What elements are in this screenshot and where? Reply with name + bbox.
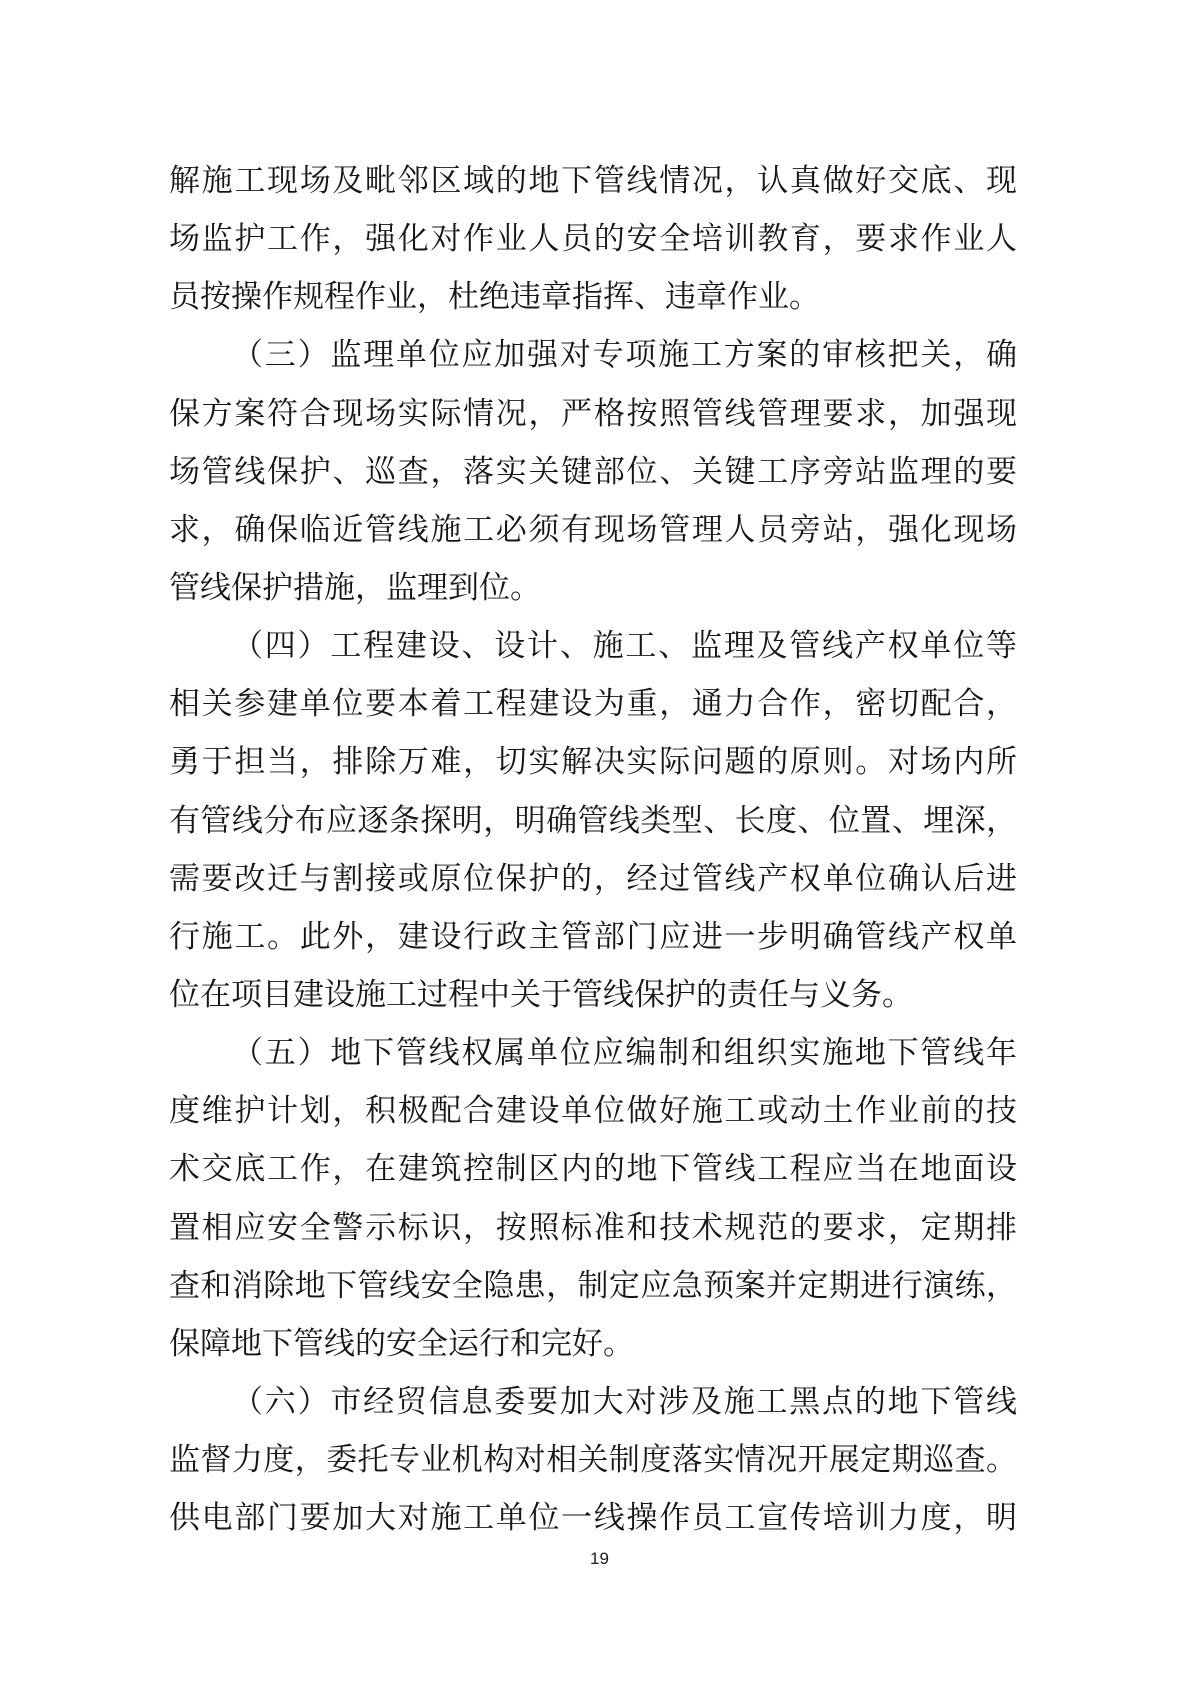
text-line: 有管线分布应逐条探明，明确管线类型、长度、位置、埋深， (169, 802, 1017, 838)
text-line: 置相应安全警示标识，按照标准和技术规范的要求，定期排 (169, 1209, 1017, 1245)
text-line: 查和消除地下管线安全隐患，制定应急预案并定期进行演练， (169, 1267, 1017, 1303)
text-line: 勇于担当，排除万难，切实解决实际问题的原则。对场内所 (169, 744, 1017, 780)
text-line: 供电部门要加大对施工单位一线操作员工宣传培训力度，明 (169, 1500, 1017, 1536)
text-line: 解施工现场及毗邻区域的地下管线情况，认真做好交底、现 (169, 163, 1017, 198)
text-line: 员按操作规程作业，杜绝违章指挥、违章作业。 (169, 279, 820, 315)
text-line: （四）工程建设、设计、施工、监理及管线产权单位等 (232, 628, 1017, 664)
text-line: 求，确保临近管线施工必须有现场管理人员旁站，强化现场 (169, 511, 1017, 547)
paragraph (169, 326, 1017, 617)
text-line: （五）地下管线权属单位应编制和组织实施地下管线年 (232, 1035, 1017, 1071)
paragraph (169, 617, 1017, 1024)
text-line: 术交底工作，在建筑控制区内的地下管线工程应当在地面设 (169, 1151, 1017, 1187)
text-line: 场监护工作，强化对作业人员的安全培训教育，要求作业人 (169, 221, 1017, 257)
text-line: （三）监理单位应加强对专项施工方案的审核把关，确 (232, 337, 1017, 373)
document-body (169, 152, 1017, 1547)
text-line: 保方案符合现场实际情况，严格按照管线管理要求，加强现 (169, 395, 1017, 431)
page-number: 19 (590, 1549, 609, 1568)
text-line: （六）市经贸信息委要加大对涉及施工黑点的地下管线 (232, 1383, 1017, 1419)
paragraph (169, 152, 1017, 326)
text-line: 度维护计划，积极配合建设单位做好施工或动土作业前的技 (169, 1093, 1017, 1129)
text-line: 场管线保护、巡查，落实关键部位、关键工序旁站监理的要 (169, 453, 1017, 489)
text-line: 管线保护措施，监理到位。 (169, 569, 541, 605)
paragraph (169, 1024, 1017, 1373)
text-line: 位在项目建设施工过程中关于管线保护的责任与义务。 (169, 976, 913, 1012)
text-line: 保障地下管线的安全运行和完好。 (169, 1325, 634, 1361)
text-line: 行施工。此外，建设行政主管部门应进一步明确管线产权单 (169, 918, 1017, 954)
text-line: 监督力度，委托专业机构对相关制度落实情况开展定期巡查。 (169, 1442, 1017, 1478)
text-line: 相关参建单位要本着工程建设为重，通力合作，密切配合， (169, 686, 1017, 722)
text-line: 需要改迁与割接或原位保护的，经过管线产权单位确认后进 (169, 860, 1017, 896)
paragraph (169, 1373, 1017, 1547)
